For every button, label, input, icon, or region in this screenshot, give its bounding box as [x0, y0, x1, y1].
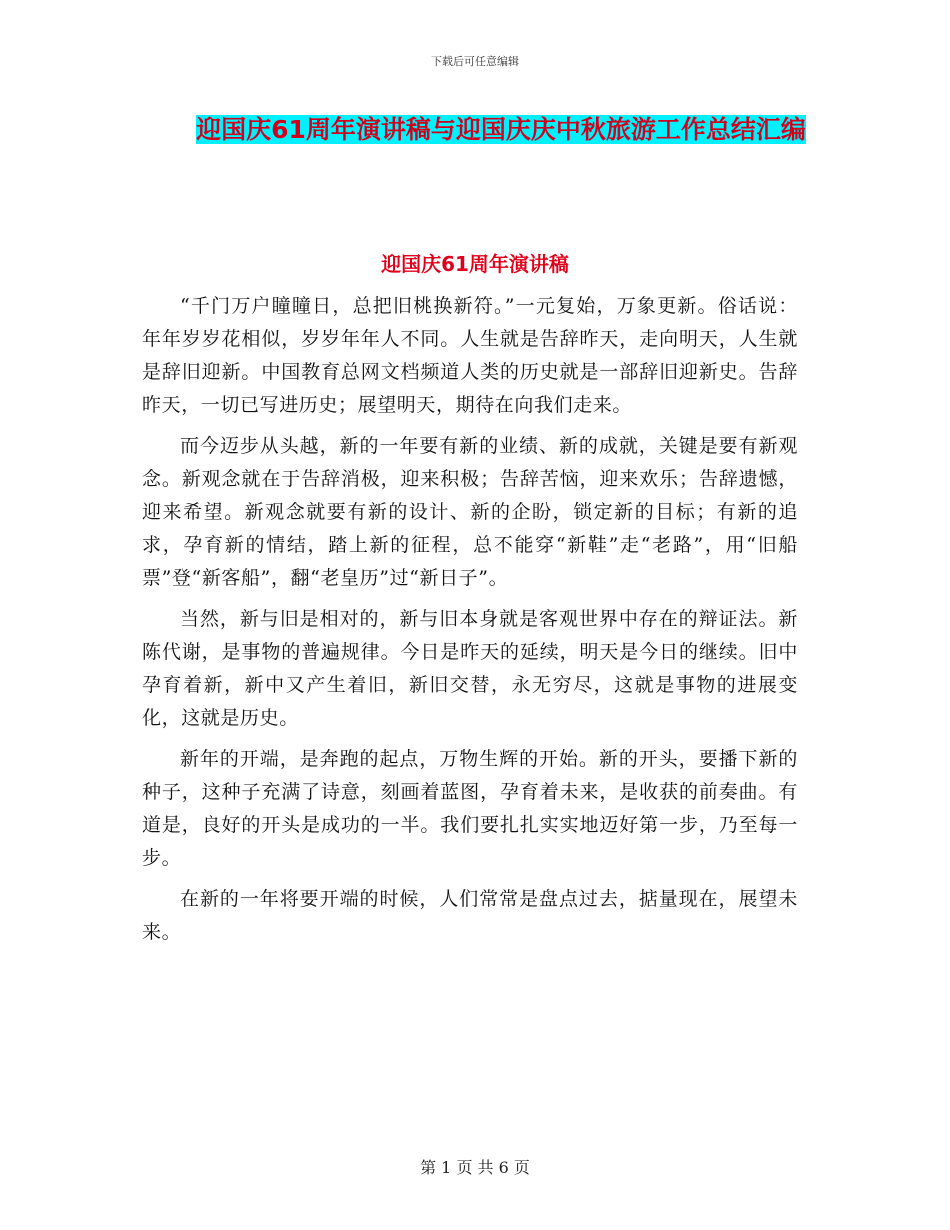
page-number: 第 1 页 共 6 页 [420, 1158, 530, 1177]
document-body [142, 290, 798, 957]
paragraph: “千门万户瞳瞳日，总把旧桃换新符。”一元复始，万象更新。俗话说：年年岁岁花相似，岁岁年年人不同。人生就是告辞昨天，走向明天，人生就是辞旧迎新。中国教育总网文档频道人类的历史就是一部辞旧迎新史。告辞昨天，一切已写进历史；展望明天，期待在向我们走来。 [142, 295, 798, 416]
document-title [186, 108, 816, 152]
paragraph: 新年的开端，是奔跑的起点，万物生辉的开始。新的开头，要播下新的种子，这种子充满了诗意，刻画着蓝图，孕育着未来，是收获的前奏曲。有道是，良好的开头是成功的一半。我们要扎扎实实地迈好第一步，乃至每一步。 [142, 748, 798, 869]
paragraph: 而今迈步从头越，新的一年要有新的业绩、新的成就，关键是要有新观念。新观念就在于告辞消极，迎来积极；告辞苦恼，迎来欢乐；告辞遗憾，迎来希望。新观念就要有新的设计、新的企盼，锁定新的目标；有新的追求，孕育新的情结，踏上新的征程，总不能穿“新鞋”走“老路”，用“旧船票”登“新客船”，翻“老皇历”过“新日子”。 [142, 435, 798, 589]
paragraph: 在新的一年将要开端的时候，人们常常是盘点过去，掂量现在，展望未来。 [142, 888, 798, 943]
header-note: 下载后可任意编辑 [431, 55, 519, 68]
document-title-text: 迎国庆61周年演讲稿与迎国庆庆中秋旅游工作总结汇编 [196, 115, 806, 144]
paragraph: 当然，新与旧是相对的，新与旧本身就是客观世界中存在的辩证法。新陈代谢，是事物的普遍规律。今日是昨天的延续，明天是今日的继续。旧中孕育着新，新中又产生着旧，新旧交替，永无穷尽，这就是事物的进展变化，这就是历史。 [142, 608, 798, 729]
section-title: 迎国庆61周年演讲稿 [381, 252, 569, 276]
